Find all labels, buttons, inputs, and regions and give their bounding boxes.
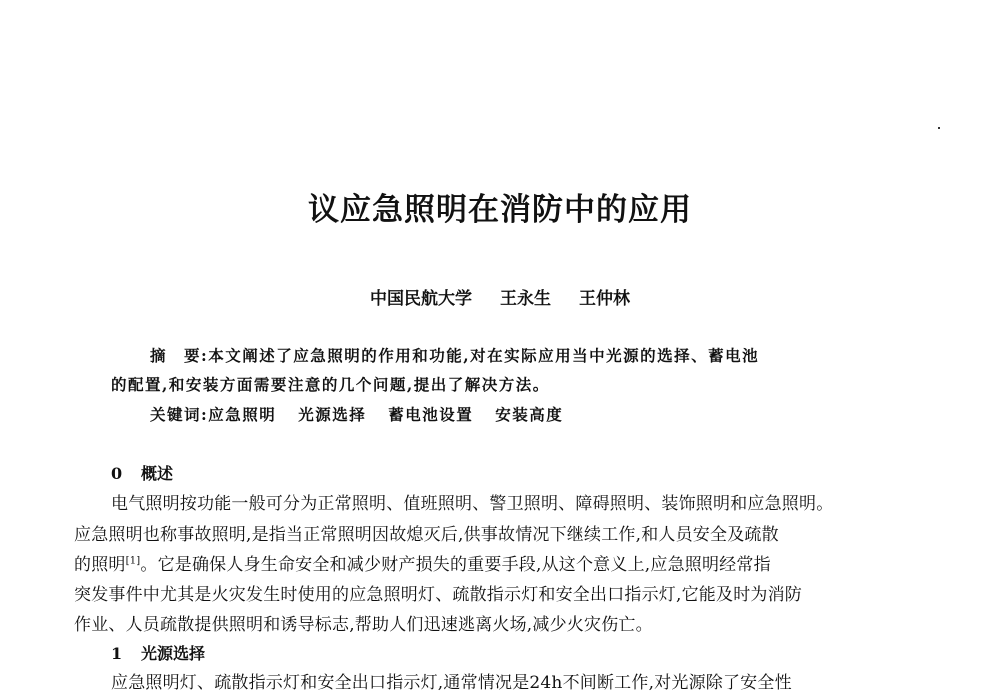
section-number: 0: [111, 464, 123, 483]
section-heading: [111, 461, 173, 484]
body-text-line: [74, 550, 771, 575]
abstract-label: 摘 要:: [150, 346, 209, 365]
body-text-line: 作业、人员疏散提供照明和诱导标志,帮助人们迅速逃离火场,减少火灾伤亡。: [74, 615, 653, 635]
body-text-line: 应急照明也称事故照明,是指当正常照明因故熄灭后,供事故情况下继续工作,和人员安全及疏散: [74, 525, 779, 545]
keywords-label: 关键词:: [150, 405, 209, 424]
abstract-text: 本文阐述了应急照明的作用和功能,对在实际应用当中光源的选择、蓄电池: [208, 346, 760, 365]
abstract-text: 的配置,和安装方面需要注意的几个问题,提出了解决方法。: [111, 375, 550, 394]
paper-title: 议应急照明在消防中的应用: [308, 192, 692, 228]
author-line: [0, 284, 1000, 309]
body-text: 。它是确保人身生命安全和减少财产损失的重要手段,从这个意义上,应急照明经常指: [140, 555, 771, 575]
section-title: 光源选择: [141, 644, 206, 663]
keyword: 应急照明: [208, 405, 277, 424]
keywords-line: [150, 403, 585, 425]
author-name: 王永生: [500, 289, 551, 309]
body-text-line: 应急照明灯、疏散指示灯和安全出口指示灯,通常情况是24h不间断工作,对光源除了安全性: [111, 673, 792, 693]
body-text: 的照明: [74, 555, 126, 575]
abstract-line: [111, 373, 550, 395]
author-name: 王仲林: [579, 289, 630, 309]
citation-ref: [1]: [125, 555, 141, 567]
scan-speck: [938, 127, 940, 129]
section-heading: [111, 641, 205, 664]
keyword: 安装高度: [495, 405, 564, 424]
abstract-line: [150, 344, 759, 366]
keyword: 光源选择: [298, 405, 367, 424]
body-text-line: 电气照明按功能一般可分为正常照明、值班照明、警卫照明、障碍照明、装饰照明和应急照明。: [111, 494, 834, 514]
affiliation: 中国民航大学: [370, 289, 472, 309]
section-number: 1: [111, 644, 123, 663]
section-title: 概述: [141, 464, 174, 483]
body-text-line: 突发事件中尤其是火灾发生时使用的应急照明灯、疏散指示灯和安全出口指示灯,它能及时为消防: [74, 585, 803, 605]
keyword: 蓄电池设置: [388, 405, 474, 424]
